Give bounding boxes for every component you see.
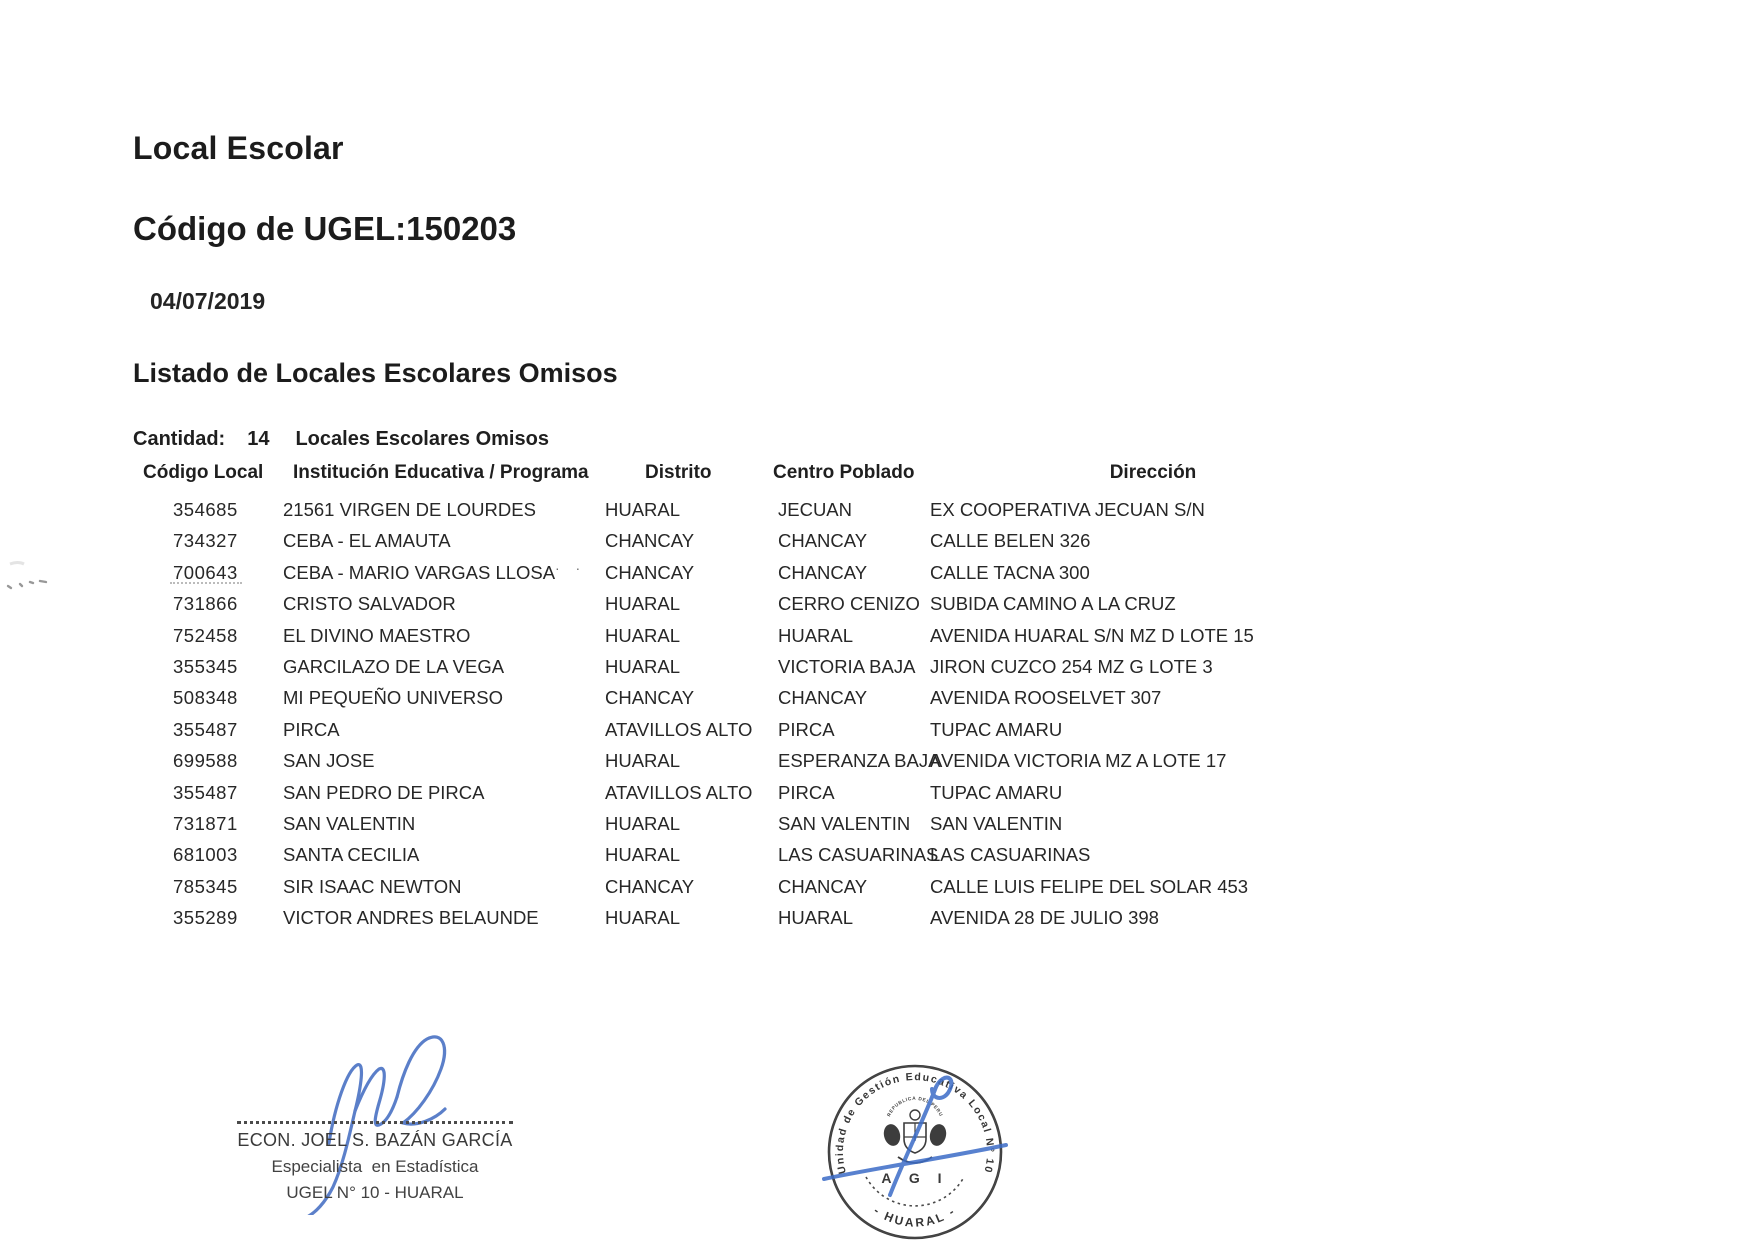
- cell-distrito: ATAVILLOS ALTO: [605, 718, 753, 740]
- cell-direccion: AVENIDA VICTORIA MZ A LOTE 17: [930, 750, 1227, 772]
- cell-codigo-local: 355487: [173, 718, 238, 740]
- cell-centro-poblado: ESPERANZA BAJA: [778, 750, 941, 772]
- cell-institucion: SAN JOSE: [283, 750, 375, 772]
- column-header-codigo-local: Código Local: [143, 462, 264, 483]
- column-header-direccion: Dirección: [1109, 462, 1197, 483]
- cell-distrito: HUARAL: [605, 812, 681, 834]
- cell-codigo-local: 699588: [173, 750, 238, 772]
- cell-institucion: 21561 VIRGEN DE LOURDES: [283, 499, 536, 520]
- cell-institucion: VICTOR ANDRES BELAUNDE: [283, 907, 539, 929]
- list-title: Listado de Locales Escolares Omisos: [133, 358, 618, 388]
- column-header-institucion: Institución Educativa / Programa: [293, 462, 589, 483]
- cell-direccion: CALLE BELEN 326: [930, 530, 1091, 552]
- stamp-ring-text-bottom: - HUARAL -: [871, 1203, 959, 1230]
- cell-direccion: TUPAC AMARU: [930, 781, 1063, 803]
- cell-centro-poblado: CERRO CENIZO: [778, 593, 920, 615]
- cell-direccion: AVENIDA HUARAL S/N MZ D LOTE 15: [930, 624, 1254, 646]
- cell-institucion: PIRCA: [283, 718, 340, 740]
- table-row: [133, 652, 1693, 683]
- institutional-stamp: [820, 1057, 1010, 1240]
- cell-institucion: CEBA - EL AMAUTA: [283, 530, 451, 552]
- svg-text:- HUARAL -: [871, 1203, 959, 1229]
- cell-centro-poblado: JECUAN: [778, 499, 853, 520]
- cell-institucion: SIR ISAAC NEWTON: [283, 875, 462, 897]
- signatory-name: ECON. JOEL S. BAZÁN GARCÍA: [237, 1130, 513, 1150]
- cell-distrito: HUARAL: [605, 624, 681, 646]
- stamp-agi-text: A G I: [881, 1170, 949, 1186]
- cell-centro-poblado: VICTORIA BAJA: [778, 655, 916, 677]
- cell-distrito: HUARAL: [605, 499, 681, 520]
- table-row: [133, 840, 1693, 871]
- cell-centro-poblado: CHANCAY: [778, 875, 868, 897]
- table-row: [133, 495, 1693, 526]
- table-row: [133, 903, 1693, 934]
- signatory-organization: UGEL N° 10 - HUARAL: [286, 1183, 464, 1202]
- cell-direccion: AVENIDA ROOSELVET 307: [930, 687, 1162, 709]
- count-line: [133, 428, 549, 451]
- table-row: [133, 809, 1693, 840]
- scan-artifact-smudge: [6, 558, 76, 592]
- cell-institucion: SAN PEDRO DE PIRCA: [283, 781, 485, 803]
- cell-direccion: SUBIDA CAMINO A LA CRUZ: [930, 593, 1176, 615]
- cell-codigo-local: 731871: [173, 812, 238, 834]
- cell-centro-poblado: HUARAL: [778, 907, 854, 929]
- ugel-code-heading: Código de UGEL:150203: [133, 210, 517, 247]
- table-row: [133, 715, 1693, 746]
- cell-direccion: CALLE TACNA 300: [930, 561, 1090, 583]
- cell-institucion: SANTA CECILIA: [283, 844, 420, 866]
- cell-centro-poblado: CHANCAY: [778, 530, 868, 552]
- cell-institucion: MI PEQUEÑO UNIVERSO: [283, 687, 503, 709]
- cell-centro-poblado: CHANCAY: [778, 561, 868, 583]
- table-row: [133, 558, 1693, 589]
- cell-direccion: SAN VALENTIN: [930, 812, 1063, 834]
- cell-codigo-local: 508348: [173, 687, 238, 709]
- cell-codigo-local: 700643: [173, 561, 238, 583]
- cell-distrito: CHANCAY: [605, 530, 695, 552]
- cell-codigo-local: 355487: [173, 781, 238, 803]
- table-row: [133, 621, 1693, 652]
- cell-distrito: CHANCAY: [605, 561, 695, 583]
- cell-codigo-local: 734327: [173, 530, 238, 552]
- cell-centro-poblado: SAN VALENTIN: [778, 812, 911, 834]
- table-row: [133, 746, 1693, 777]
- table-row: [133, 778, 1693, 809]
- column-header-distrito: Distrito: [645, 462, 712, 483]
- table-row: [133, 589, 1693, 620]
- scan-artifact-dots: · ·: [555, 560, 587, 576]
- cell-codigo-local: 785345: [173, 875, 238, 897]
- cell-codigo-local: 752458: [173, 624, 238, 646]
- cell-codigo-local: 355289: [173, 907, 238, 929]
- table-row: [133, 526, 1693, 557]
- cell-centro-poblado: LAS CASUARINAS: [778, 844, 939, 866]
- count-value: 14: [247, 428, 270, 450]
- cell-centro-poblado: PIRCA: [778, 781, 835, 803]
- table-body: [133, 495, 1693, 934]
- cell-direccion: JIRON CUZCO 254 MZ G LOTE 3: [930, 655, 1213, 677]
- cell-distrito: CHANCAY: [605, 687, 695, 709]
- stamp-ring-text-top: Unidad de Gestión Educativa Local N° 10: [833, 1070, 997, 1176]
- table-row: [133, 872, 1693, 903]
- table-header-row: [133, 462, 1633, 488]
- cell-institucion: GARCILAZO DE LA VEGA: [283, 655, 505, 677]
- count-suffix: Locales Escolares Omisos: [295, 428, 549, 450]
- cell-centro-poblado: PIRCA: [778, 718, 835, 740]
- cell-institucion: EL DIVINO MAESTRO: [283, 624, 471, 646]
- cell-institucion: SAN VALENTIN: [283, 812, 416, 834]
- cell-distrito: HUARAL: [605, 907, 681, 929]
- count-label: Cantidad:: [133, 428, 226, 450]
- svg-text:REPUBLICA DEL PERU: [886, 1096, 944, 1118]
- cell-institucion: CEBA - MARIO VARGAS LLOSA: [283, 561, 556, 583]
- cell-codigo-local: 355345: [173, 655, 238, 677]
- cell-centro-poblado: CHANCAY: [778, 687, 868, 709]
- cell-distrito: HUARAL: [605, 844, 681, 866]
- cell-distrito: ATAVILLOS ALTO: [605, 781, 753, 803]
- stamp-motto-text: REPUBLICA DEL PERU: [887, 1096, 943, 1118]
- cell-direccion: EX COOPERATIVA JECUAN S/N: [930, 499, 1205, 520]
- document-title: Local Escolar: [133, 130, 344, 166]
- scan-artifact-underline: [170, 582, 242, 584]
- cell-distrito: HUARAL: [605, 750, 681, 772]
- signatory-role: Especialista en Estadística: [271, 1157, 479, 1176]
- cell-codigo-local: 354685: [173, 499, 238, 520]
- cell-direccion: CALLE LUIS FELIPE DEL SOLAR 453: [930, 875, 1249, 897]
- document-date: 04/07/2019: [150, 288, 266, 314]
- cell-institucion: CRISTO SALVADOR: [283, 593, 456, 615]
- cell-direccion: TUPAC AMARU: [930, 718, 1063, 740]
- signature-dotted-line: [237, 1121, 513, 1124]
- column-header-centro-poblado: Centro Poblado: [773, 462, 915, 483]
- cell-direccion: AVENIDA 28 DE JULIO 398: [930, 907, 1159, 929]
- cell-distrito: HUARAL: [605, 593, 681, 615]
- cell-codigo-local: 681003: [173, 844, 238, 866]
- cell-distrito: HUARAL: [605, 655, 681, 677]
- table-row: [133, 683, 1693, 714]
- cell-codigo-local: 731866: [173, 593, 238, 615]
- cell-centro-poblado: HUARAL: [778, 624, 854, 646]
- cell-direccion: LAS CASUARINAS: [930, 844, 1091, 866]
- cell-distrito: CHANCAY: [605, 875, 695, 897]
